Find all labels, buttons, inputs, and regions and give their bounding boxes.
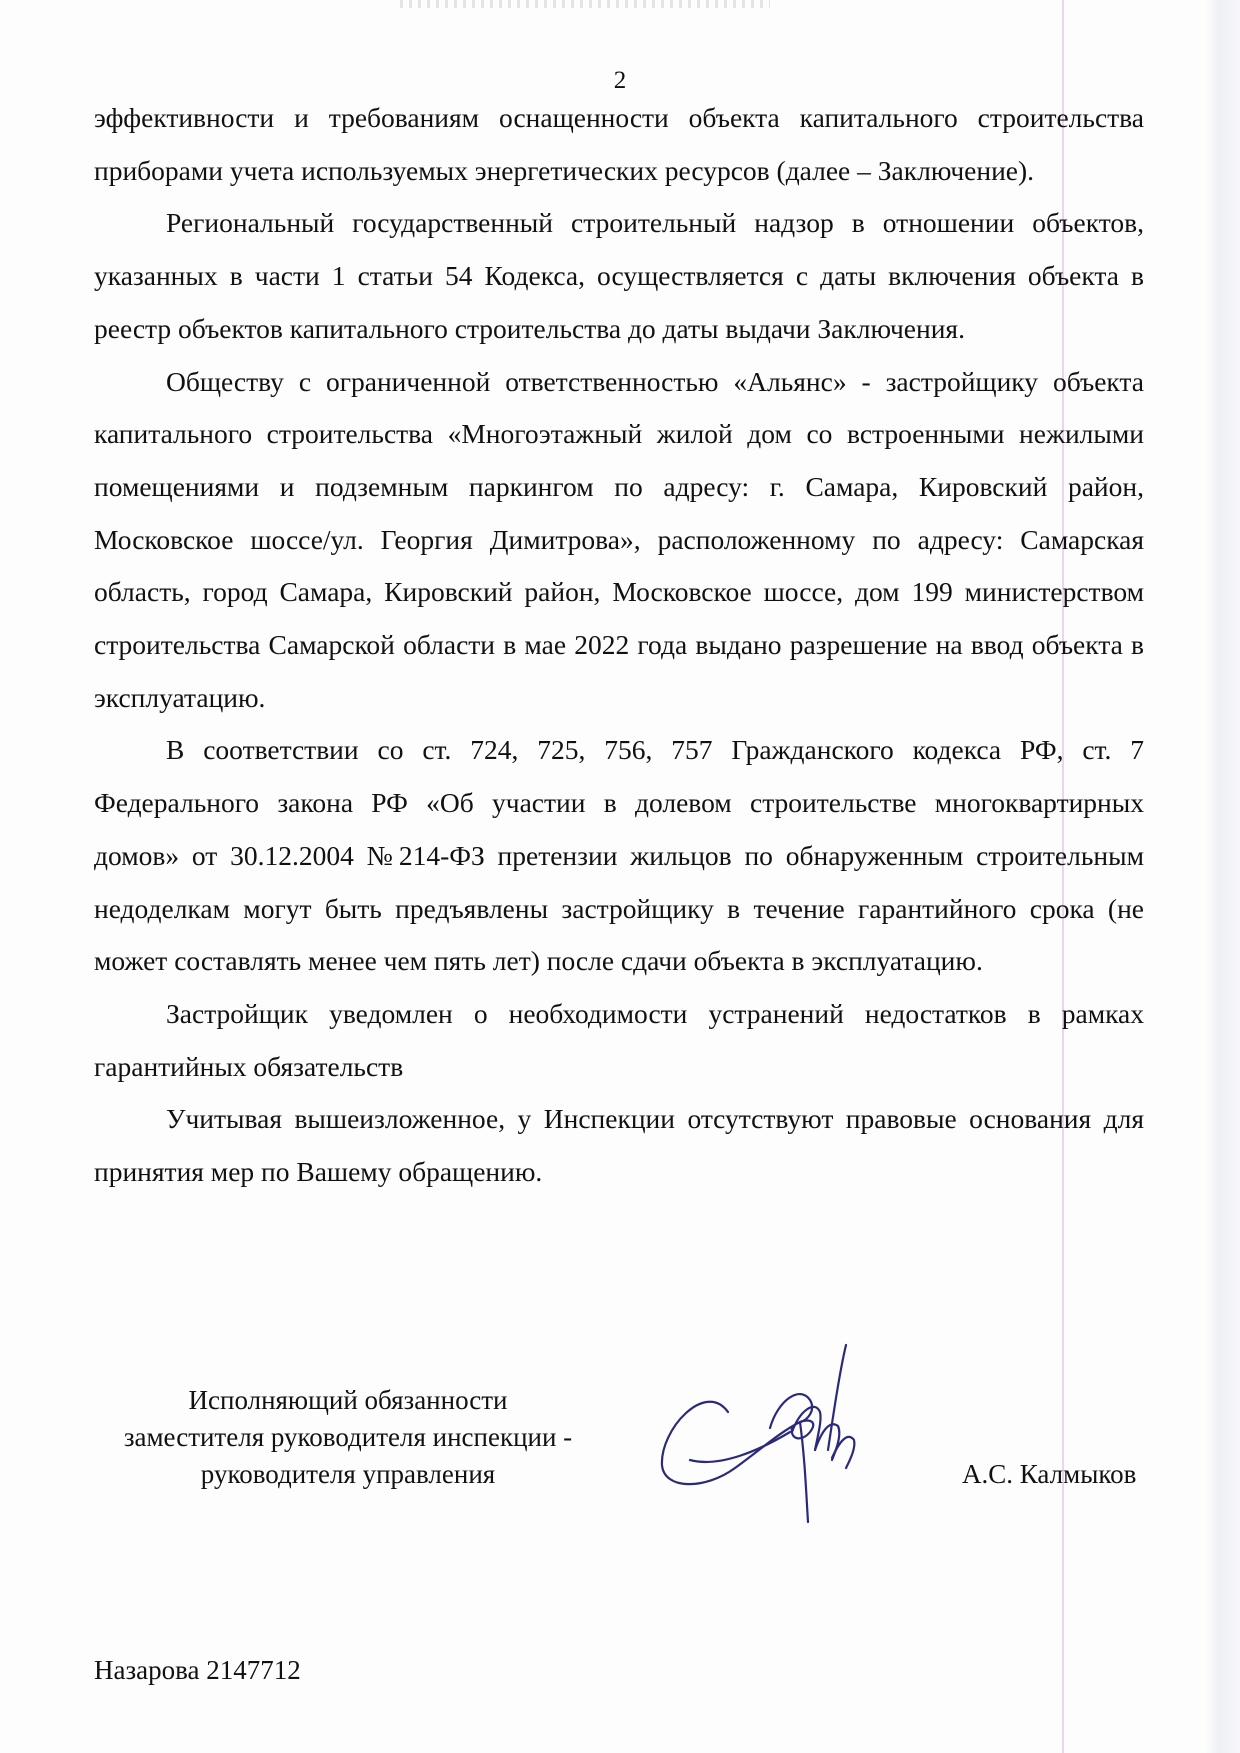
signatory-name: А.С. Калмыков (962, 1459, 1137, 1489)
signatory-title-line-3: руководителя управления (200, 1459, 496, 1489)
handwritten-signature (650, 1340, 900, 1530)
paragraph-2: Региональный государственный строительный надзор в отношении объектов, указанных в части 1 статьи 54 Кодекса, осуществляется с даты включения объекта в реестр объектов капитального строительства до даты выдачи Заключения. (94, 207, 1144, 344)
signatory-title (88, 1382, 608, 1493)
signatory-title-line-2: заместителя руководителя инспекции - (123, 1422, 573, 1452)
page-number: 2 (613, 67, 627, 94)
paragraph-6: Учитывая вышеизложенное, у Инспекции отсутствуют правовые основания для принятия мер по Вашему обращению. (94, 1103, 1144, 1188)
scan-artifact-top (400, 0, 770, 8)
executor-note: Назарова 2147712 (94, 1655, 301, 1685)
paragraph-1: эффективности и требованиям оснащенности объекта капитального строительства приборами учета используемых энергетических ресурсов (далее – Заключение). (94, 102, 1144, 186)
scan-edge-shadow (1204, 0, 1240, 1753)
paragraph-5: Застройщик уведомлен о необходимости устранений недостатков в рамках гарантийных обязательств (94, 997, 1144, 1082)
signatory-title-line-1: Исполняющий обязанности (188, 1385, 508, 1415)
paragraph-4: В соответствии со ст. 724, 725, 756, 757 Гражданского кодекса РФ, ст. 7 Федерального закона РФ «Об участии в долевом строительстве многоквартирных домов» от 30.12.2004 №214-ФЗ претензии жильцов по обнаруженным строительным недоделкам могут быть предъявлены застройщику в течение гарантийного срока (не может составлять менее чем пять лет) после сдачи объекта в эксплуатацию. (94, 734, 1144, 977)
paragraph-3: Обществу с ограниченной ответственностью «Альянс» - застройщику объекта капитального строительства «Многоэтажный жилой дом со встроенными нежилыми помещениями и подземным паркингом по адресу: г. Самара, Кировский район, Московское шоссе/ул. Георгия Димитрова», расположенному по адресу: Самарская область, город Самара, Кировский район, Московское шоссе, дом 199 министерством строительства Самарской области в мае 2022 года выдано разрешение на ввод объекта в эксплуатацию. (94, 365, 1144, 713)
letter-body (94, 92, 1144, 1199)
